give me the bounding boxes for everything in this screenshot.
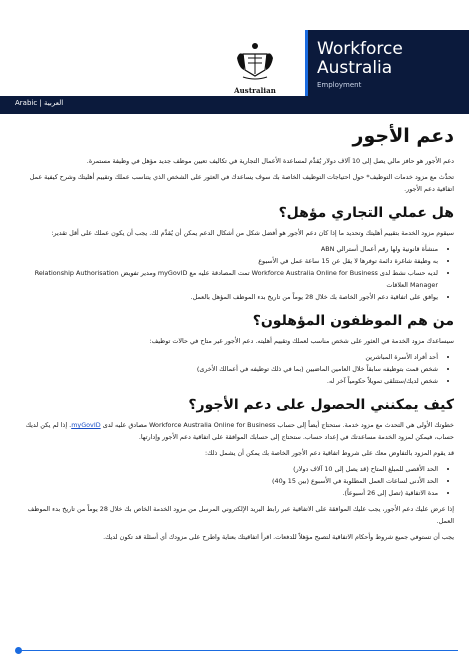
- list-item: • شخص لديك/ستتلقى تمويلاً حكومياً آخر له.: [14, 375, 438, 387]
- section3-paragraph-3: إذا عرض عليك دعم الأجور، يجب عليك الموافقة على الاتفاقية عبر رابط البريد الإلكتروني المرسل من مزود الخدمة الخاص بك خلال 28 يوماً من تاريخ بدء الموظف العمل.: [27, 505, 454, 525]
- brand-line-2: Australia: [317, 58, 393, 78]
- section2-paragraph: سيساعدك مزود الخدمة في العثور على شخص مناسب لعملك وتقييم أهليته. دعم الأجور غير متاح في حالات توظيف:: [149, 337, 454, 345]
- section3-paragraph-4: يجب أن تستوفي جميع شروط وأحكام الاتفاقية لتصبح مؤهلاً للدفعات. اقرأ اتفاقيتك بعناية واطرح على مزودك أي أسئلة قد تكون لديك.: [103, 533, 454, 541]
- logo-accent-bar: [305, 30, 308, 96]
- document-body: [14, 125, 454, 547]
- section-heading-how-to: كيف يمكنني الحصول على دعم الأجور؟: [188, 397, 454, 413]
- section3-text-continued: إذا لم يكن لديك حساب، فيمكن لمزود الخدمة مساعدتك في إعداد حساب. ستحتاج إلى حسابك الموافقة على اتفاقية دعم الأجور وإدارتها.: [25, 421, 454, 441]
- list-item: • يوافق على اتفاقية دعم الأجور الخاصة بك خلال 28 يوماً من تاريخ بدء الموظف المؤهل بالعمل.: [14, 291, 438, 303]
- list-item: • به وظيفة شاغرة دائمة توفرها لا يقل عن 15 ساعة عمل في الأسبوع: [14, 255, 438, 267]
- section-heading-employees: من هم الموظفون المؤهلون؟: [252, 313, 454, 329]
- list-item: • الحد الأقصى للمبلغ المتاح (قد يصل إلى 10 آلاف دولار): [14, 463, 438, 475]
- section-heading-eligibility: هل عملي التجاري مؤهل؟: [278, 205, 454, 221]
- section1-paragraph: سيقوم مزود الخدمة بتقييم أهليتك وتحديد ما إذا كان دعم الأجور هو أفضل شكل من أشكال الدعم يمكن أن يُقدَّم لك. يجب أن يكون عملك على أقل تقدير:: [51, 229, 454, 237]
- brand-line-3: Employment: [317, 81, 362, 89]
- list-item: • لديه حساب نشط لدى Workforce Australia Online for Business تمت المصادقة عليه مع myGovID ومدير تفويض Relationship Authorisation Manager العلاقات: [14, 267, 438, 291]
- page-header: [0, 0, 469, 96]
- government-name: Australian: [234, 86, 276, 95]
- intro-paragraph-1: دعم الأجور هو حافز مالي يصل إلى 10 آلاف دولار يُقدَّم لمساعدة الأعمال التجارية في تكاليف تعيين موظف جديد مؤهل في وظيفة مستمرة.: [86, 157, 454, 165]
- page-title: دعم الأجور: [352, 125, 454, 147]
- workforce-australia-logo: [305, 30, 469, 96]
- language-bar: [0, 96, 469, 114]
- section3-paragraph-1: خطوتك الأولى هي التحدث مع مزود خدمة. ستحتاج أيضاً إلى حساب Workforce Australia Online for Business مصادق عليه لدى myGovID. إذا لم يكن لديك حساب، فيمكن لمزود الخدمة مساعدتك في إعداد حساب. ستحتاج إلى حسابك الموافقة على اتفاقية دعم الأجور وإدارتها.: [25, 421, 454, 441]
- list-item: • أحد أفراد الأسرة المباشرين: [14, 351, 438, 363]
- list-item: • مدة الاتفاقية (تصل إلى 26 أسبوعاً).: [14, 487, 438, 499]
- section3-text: خطوتك الأولى هي التحدث مع مزود خدمة. ستحتاج أيضاً إلى حساب Workforce Australia Online for Business مصادق عليه لدى: [102, 421, 454, 429]
- list-item: • منشأة قانونية ولها رقم أعمال أسترالي ABN: [14, 243, 438, 255]
- mygovid-link[interactable]: myGovID: [71, 421, 101, 429]
- list-item: • الحد الأدنى لساعات العمل المطلوبة في الأسبوع (بين 15 و40): [14, 475, 438, 487]
- coat-of-arms-icon: [235, 40, 275, 80]
- footer-divider: [18, 650, 458, 651]
- list-item: • شخص قمت بتوظيفه سابقاً خلال العامين الماضيين (بما في ذلك توظيفه في أعمالك الأخرى): [14, 363, 438, 375]
- section1-list: [14, 243, 454, 303]
- section3-paragraph-2: قد يقوم المزود بالتفاوض معك على شروط اتفاقية دعم الأجور الخاصة بك يمكن أن يشمل ذلك:: [205, 449, 454, 457]
- section2-list: [14, 351, 454, 387]
- footer-dot-icon: [15, 647, 22, 654]
- language-label: Arabic | العربية: [15, 99, 64, 107]
- brand-line-1: Workforce: [317, 39, 403, 59]
- section3-list: [14, 463, 454, 499]
- government-logo: [210, 40, 300, 104]
- intro-paragraph-2: تحدَّث مع مزود خدمات التوظيف* حول احتياجات التوظيف الخاصة بك سوف يساعدك في العثور على الشخص الذي يتناسب عملك وتقييم أهليتك وشرح كيفية عمل اتفاقية دعم الأجور.: [29, 173, 454, 193]
